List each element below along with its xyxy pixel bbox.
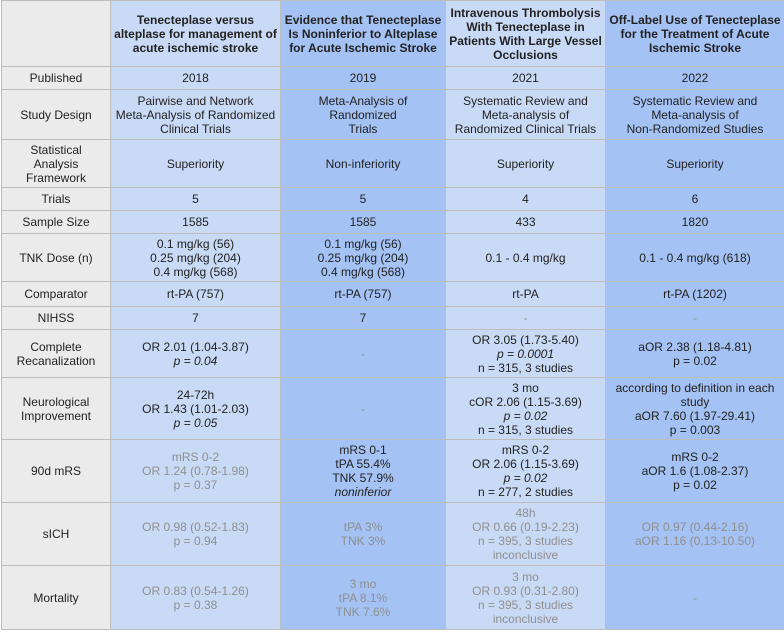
row-mortality [2,566,784,630]
cell-line: mRS 0-2 [171,450,220,464]
comparison-table [1,0,784,630]
cell-line: 3 mo [349,576,377,591]
cell-line: OR 2.06 (1.15-3.69) [472,457,579,471]
cell [111,378,281,440]
cell-line: n = 395, 3 studies [477,597,574,612]
cell [606,90,784,140]
cell-line: tPA 8.1% [338,590,388,605]
row-framework [2,140,784,188]
cell-line: Trials [348,121,378,136]
cell-line: according to definition in each [615,380,775,395]
cell-line: Systematic Review and [463,93,588,108]
cell: rt-PA (757) [111,282,281,307]
cell-line: TNK 7.6% [335,604,391,619]
cell: 7 [111,307,281,330]
cell: rt-PA [446,282,606,307]
row-study-design [2,90,784,140]
cell-line: OR 0.83 (0.54-1.26) [142,583,249,598]
row-label: Sample Size [2,211,111,234]
cell-line: p = 0.04 [173,353,218,368]
cell: Superiority [111,140,281,188]
cell: rt-PA (1202) [606,282,784,307]
cell: 0.1 - 0.4 mg/kg [446,234,606,282]
cell-line: 48h [515,506,536,520]
cell [111,90,281,140]
cell-line: TNK 57.9% [332,471,394,485]
cell: - [606,566,784,630]
cell-line: n = 315, 3 studies [477,422,574,437]
cell [446,378,606,440]
cell-line: n = 315, 3 studies [477,360,574,375]
row-label-line: Recanalization [16,353,96,368]
row-nihss [2,307,784,330]
cell [606,440,784,503]
cell-line: 24-72h [176,387,215,402]
row-recanalization [2,330,784,378]
cell-line: cOR 2.06 (1.15-3.69) [469,394,582,409]
row-label-line: Framework [25,170,86,185]
cell [446,440,606,503]
cell: 2021 [446,67,606,90]
column-header-study-2: Evidence that Tenecteplase Is Noninferior to Alteplase for Acute Ischemic Stroke [281,1,446,67]
cell: - [281,378,446,440]
cell [446,566,606,630]
cell [281,234,446,282]
row-label: TNK Dose (n) [2,234,111,282]
cell: rt-PA (757) [281,282,446,307]
cell [606,503,784,566]
row-90d-mrs [2,440,784,503]
cell-line: aOR 2.38 (1.18-4.81) [638,339,752,354]
cell-line: p = 0.0001 [496,346,555,361]
cell-line: p = 0.38 [173,597,218,612]
cell-line: tPA 3% [343,520,383,534]
cell [111,440,281,503]
cell-line: Systematic Review and [632,93,758,108]
cell-line: aOR 1.6 (1.08-2.37) [641,464,749,478]
cell: 7 [281,307,446,330]
cell [281,566,446,630]
cell-line: OR 0.66 (0.19-2.23) [472,520,579,534]
cell [606,330,784,378]
cell-line: Meta-analysis of [651,107,739,122]
row-trials [2,188,784,211]
cell: 1585 [281,211,446,234]
cell-line: p = 0.02 [503,408,548,423]
column-header-study-1: Tenecteplase versus alteplase for management of acute ischemic stroke [111,1,281,67]
cell: 2019 [281,67,446,90]
row-label: Comparator [2,282,111,307]
cell-line: Meta-analysis of [481,107,570,122]
row-comparator [2,282,784,307]
cell-line: p = 0.02 [503,471,548,485]
cell-line: n = 277, 2 studies [477,485,574,499]
cell: 1585 [111,211,281,234]
cell-line: 0.1 mg/kg (56) [156,236,235,251]
cell [111,503,281,566]
header-row [2,1,784,67]
row-label-line: Improvement [20,408,92,423]
cell-line: Meta-Analysis of Randomized [318,93,408,122]
cell-line: p = 0.94 [173,534,218,548]
cell-line: TNK 3% [340,534,386,548]
cell-line: aOR 7.60 (1.97-29.41) [634,408,756,423]
column-header-study-4: Off-Label Use of Tenecteplase for the Treatment of Acute Ischemic Stroke [606,1,784,67]
cell: 4 [446,188,606,211]
cell-line: p = 0.003 [669,422,721,437]
cell-line: study [680,394,710,409]
cell [281,503,446,566]
cell-line: Clinical Trials [160,121,231,136]
row-label-line: Complete [30,339,82,354]
cell [111,566,281,630]
cell-line: tPA 55.4% [335,457,391,471]
cell-line: mRS 0-1 [339,443,387,457]
row-tnk-dose [2,234,784,282]
row-sample-size [2,211,784,234]
cell: 6 [606,188,784,211]
cell: 2022 [606,67,784,90]
column-header-study-3: Intravenous Thrombolysis With Tenecteplase in Patients With Large Vessel Occlusions [446,1,606,67]
cell-line: 0.1 mg/kg (56) [324,236,402,251]
cell-line: OR 0.98 (0.52-1.83) [142,520,249,534]
cell-line: 3 mo [512,569,539,584]
cell-line: 0.25 mg/kg (204) [150,250,241,265]
cell-line: noninferior [334,485,392,499]
cell-line: 0.25 mg/kg (204) [317,250,409,265]
row-sich [2,503,784,566]
cell: 5 [111,188,281,211]
cell-line: Randomized Clinical Trials [454,121,597,136]
cell [606,378,784,440]
cell-line: inconclusive [492,548,559,562]
cell-line: aOR 1.16 (0.13-10.50) [634,534,756,548]
cell [281,90,446,140]
cell-line: mRS 0-2 [671,450,719,464]
row-label [2,330,111,378]
row-label: 90d mRS [2,440,111,503]
cell-line: OR 3.05 (1.73-5.40) [472,332,579,347]
cell-line: Pairwise and Network [137,93,254,108]
cell: 2018 [111,67,281,90]
row-label: Mortality [2,566,111,630]
cell-line: p = 0.37 [173,478,218,492]
cell-line: p = 0.02 [673,478,717,492]
cell-line: Non-Randomized Studies [626,121,764,136]
row-neurological-improvement [2,378,784,440]
row-label: Published [2,67,111,90]
cell-line: OR 2.01 (1.04-3.87) [142,339,249,354]
row-label [2,378,111,440]
row-label [2,140,111,188]
row-label: sICH [2,503,111,566]
cell-line: p = 0.02 [673,353,717,368]
cell: Non-inferiority [281,140,446,188]
cell-line: OR 1.43 (1.01-2.03) [142,401,249,416]
cell-line: 0.4 mg/kg (568) [320,264,406,279]
row-published [2,67,784,90]
cell: 0.1 - 0.4 mg/kg (618) [606,234,784,282]
cell-line: inconclusive [492,611,559,626]
cell [281,440,446,503]
cell-line: OR 0.93 (0.31-2.80) [472,583,579,598]
row-label: Trials [2,188,111,211]
cell: Superiority [446,140,606,188]
cell-line: mRS 0-2 [501,443,550,457]
cell [446,330,606,378]
row-label-line: Statistical [30,142,82,157]
cell [446,90,606,140]
row-label: Study Design [2,90,111,140]
cell: - [606,307,784,330]
cell-line: Meta-Analysis of Randomized [115,107,276,122]
cell-line: 0.4 mg/kg (568) [153,264,238,279]
cell [111,330,281,378]
cell [446,503,606,566]
cell: - [446,307,606,330]
row-label-line: Analysis [33,156,79,171]
corner-cell [2,1,111,67]
cell [111,234,281,282]
cell: Superiority [606,140,784,188]
cell-line: OR 1.24 (0.78-1.98) [142,464,249,478]
cell-line: OR 0.97 (0.44-2.16) [641,520,749,534]
row-label-line: Neurological [22,394,90,409]
cell: 5 [281,188,446,211]
cell-line: 3 mo [512,380,539,395]
cell-line: p = 0.05 [173,415,218,430]
cell: 433 [446,211,606,234]
cell: - [281,330,446,378]
row-label: NIHSS [2,307,111,330]
cell: 1820 [606,211,784,234]
cell-line: n = 395, 3 studies [477,534,574,548]
